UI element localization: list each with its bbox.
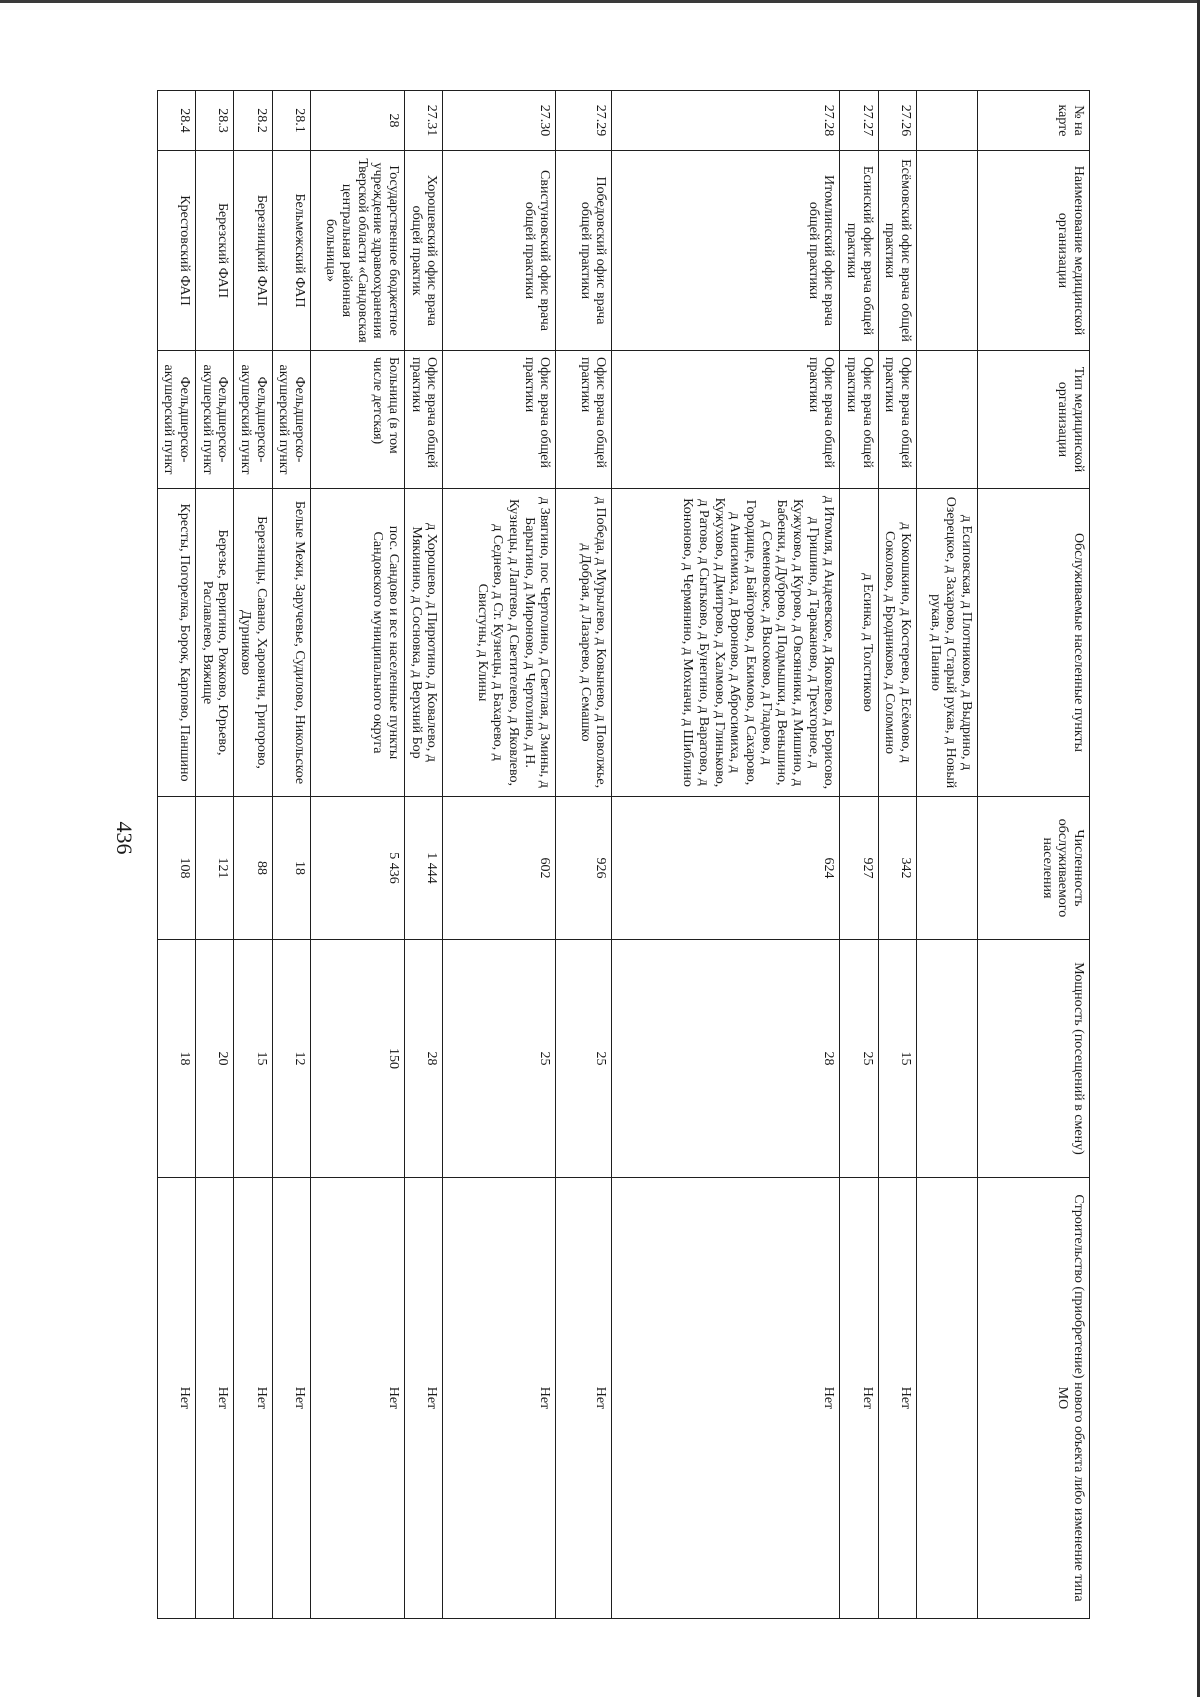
header-type: Тип медицинской организации xyxy=(978,351,1090,489)
cell-construction: Нет xyxy=(157,1178,195,1619)
cell-capacity: 12 xyxy=(272,940,310,1178)
table-row xyxy=(917,91,978,1619)
cell-name: Крестовский ФАП xyxy=(157,151,195,351)
table-row xyxy=(272,91,310,1619)
cell-num: 28.4 xyxy=(157,91,195,151)
scan-edge xyxy=(0,0,1200,3)
cell-num: 27.28 xyxy=(612,91,840,151)
cell-num: 27.29 xyxy=(556,91,612,151)
cell-population: 108 xyxy=(157,797,195,940)
table-row xyxy=(404,91,442,1619)
cell-settlements: пос. Сандово и все населенные пункты Сандовского муниципального округа xyxy=(310,489,404,797)
header-name: Наименование медицинской организации xyxy=(978,151,1090,351)
cell-type xyxy=(917,351,978,489)
table-header-row xyxy=(978,91,1090,1619)
cell-settlements: Белые Межи, Заручевье, Судилово, Никольское xyxy=(272,489,310,797)
cell-population: 624 xyxy=(612,797,840,940)
cell-population: 1 444 xyxy=(404,797,442,940)
cell-construction: Нет xyxy=(234,1178,272,1619)
cell-population: 88 xyxy=(234,797,272,940)
table-row xyxy=(840,91,878,1619)
cell-settlements: д Кокошкино, д Костерево, д Есёмово, д Соколово, д Бродниково, д Соломино xyxy=(878,489,916,797)
cell-type: Фельдшерско-акушерский пункт xyxy=(157,351,195,489)
cell-num: 28.3 xyxy=(195,91,233,151)
table-row xyxy=(878,91,916,1619)
cell-capacity xyxy=(917,940,978,1178)
cell-name: Есинский офис врача общей практики xyxy=(840,151,878,351)
cell-num: 28.1 xyxy=(272,91,310,151)
cell-name: Итомлинский офис врача общей практики xyxy=(612,151,840,351)
cell-construction: Нет xyxy=(443,1178,556,1619)
cell-name: Государственное бюджетное учреждение здравоохранения Тверской области «Сандовская центральная районная больница» xyxy=(310,151,404,351)
cell-name: Березницкий ФАП xyxy=(234,151,272,351)
cell-name: Свистуновский офис врача общей практики xyxy=(443,151,556,351)
medical-organizations-table xyxy=(157,90,1090,1619)
table-row xyxy=(234,91,272,1619)
table-row xyxy=(310,91,404,1619)
cell-settlements: Кресты, Погорелка, Борок, Карпово, Паншино xyxy=(157,489,195,797)
cell-population: 602 xyxy=(443,797,556,940)
table-row xyxy=(157,91,195,1619)
header-num: № на карте xyxy=(978,91,1090,151)
cell-capacity: 18 xyxy=(157,940,195,1178)
cell-population: 5 436 xyxy=(310,797,404,940)
header-construction: Строительство (приобретение) нового объекта либо изменение типа МО xyxy=(978,1178,1090,1619)
cell-name: Победовский офис врача общей практики xyxy=(556,151,612,351)
cell-capacity: 15 xyxy=(878,940,916,1178)
cell-type: Офис врача общей практики xyxy=(878,351,916,489)
header-population: Численность обслуживаемого населения xyxy=(978,797,1090,940)
cell-num xyxy=(917,91,978,151)
cell-type: Фельдшерско-акушерский пункт xyxy=(234,351,272,489)
cell-construction: Нет xyxy=(878,1178,916,1619)
cell-num: 28 xyxy=(310,91,404,151)
header-capacity: Мощность (посещений в смену) xyxy=(978,940,1090,1178)
cell-population xyxy=(917,797,978,940)
cell-type: Офис врача общей практики xyxy=(404,351,442,489)
cell-name: Есёмовский офис врача общей практики xyxy=(878,151,916,351)
cell-capacity: 150 xyxy=(310,940,404,1178)
cell-population: 926 xyxy=(556,797,612,940)
cell-construction xyxy=(917,1178,978,1619)
cell-name: Хорошевский офис врача общей практик xyxy=(404,151,442,351)
cell-num: 27.31 xyxy=(404,91,442,151)
cell-type: Офис врача общей практики xyxy=(612,351,840,489)
table-row xyxy=(195,91,233,1619)
cell-settlements: д Победа, д Мурылево, д Ковынево, д Поволжье, д Добрая, д Лазарево, д Семашко xyxy=(556,489,612,797)
cell-name: Бельмежский ФАП xyxy=(272,151,310,351)
cell-construction: Нет xyxy=(404,1178,442,1619)
cell-capacity: 25 xyxy=(840,940,878,1178)
cell-construction: Нет xyxy=(556,1178,612,1619)
cell-capacity: 15 xyxy=(234,940,272,1178)
cell-type: Фельдшерско-акушерский пункт xyxy=(272,351,310,489)
cell-settlements: д Есинка, д Толстиково xyxy=(840,489,878,797)
cell-construction: Нет xyxy=(612,1178,840,1619)
cell-construction: Нет xyxy=(195,1178,233,1619)
cell-type: Офис врача общей практики xyxy=(443,351,556,489)
table-row xyxy=(556,91,612,1619)
cell-capacity: 28 xyxy=(612,940,840,1178)
cell-settlements: Березье, Веригино, Рожково, Юрьево, Раславлево, Вяжище xyxy=(195,489,233,797)
cell-population: 18 xyxy=(272,797,310,940)
cell-type: Офис врача общей практики xyxy=(840,351,878,489)
cell-num: 27.27 xyxy=(840,91,878,151)
cell-construction: Нет xyxy=(272,1178,310,1619)
cell-settlements: д Есиповская, д Плотниково, д Выдрино, д Озерецкое, д Захарово, д Старый рукав, д Новый рукав, д Панино xyxy=(917,489,978,797)
cell-settlements: д Хорошево, д Пирютино, д Ковалево, д Мякинино, д Сосновка, д Верхний Бор xyxy=(404,489,442,797)
cell-construction: Нет xyxy=(310,1178,404,1619)
cell-capacity: 20 xyxy=(195,940,233,1178)
header-settlements: Обслуживаемые населенные пункты xyxy=(978,489,1090,797)
cell-settlements: д Звягино, пос Чертолино, д Светлая, д Змины, д Барыгино, д Мироново, д Чертолино, д Н. Кузнецы, д Лаптево, д Светителево, д Яковлево, д Седнево, д Ст. Кузнецы, д Бахарево, д Свистуны, д Клины xyxy=(443,489,556,797)
cell-settlements: Березницы, Савано, Харовичи, Григорово, Дурниково xyxy=(234,489,272,797)
cell-settlements: д Итомля, д Андеевское, д Яковлево, д Борисово, д Гришино, д Тараканово, д Трехгорное, д Кужуково, д Курово, д Овсянники, д Мишино, д Бабенки, д Дуброво, д Подмышки, д Веньшино, д Семеновское, д Высоково, д Гладово, д Городище, д Байгорово, д Екимово, д Сахарово, д Анисимиха, д Вороново, д Абросимиха, д Кужухово, д Дмитрово, д Халмово, д Глиньково, д Ратово, д Сытьково, д Бунегино, д Варатово, д Кононово, д Чермянино, д Мохначи, д Шиблино xyxy=(612,489,840,797)
cell-capacity: 25 xyxy=(443,940,556,1178)
cell-num: 28.2 xyxy=(234,91,272,151)
table-row xyxy=(612,91,840,1619)
cell-construction: Нет xyxy=(840,1178,878,1619)
cell-num: 27.26 xyxy=(878,91,916,151)
cell-capacity: 28 xyxy=(404,940,442,1178)
cell-type: Больница (в том числе детская) xyxy=(310,351,404,489)
page-number: 436 xyxy=(112,821,137,855)
cell-name xyxy=(917,151,978,351)
rotated-table-wrapper xyxy=(161,90,1090,1618)
cell-population: 342 xyxy=(878,797,916,940)
cell-name: Березский ФАП xyxy=(195,151,233,351)
cell-population: 121 xyxy=(195,797,233,940)
cell-population: 927 xyxy=(840,797,878,940)
table-stage xyxy=(161,90,1090,1618)
cell-num: 27.30 xyxy=(443,91,556,151)
cell-type: Офис врача общей практики xyxy=(556,351,612,489)
table-row xyxy=(443,91,556,1619)
cell-type: Фельдшерско-акушерский пункт xyxy=(195,351,233,489)
cell-capacity: 25 xyxy=(556,940,612,1178)
